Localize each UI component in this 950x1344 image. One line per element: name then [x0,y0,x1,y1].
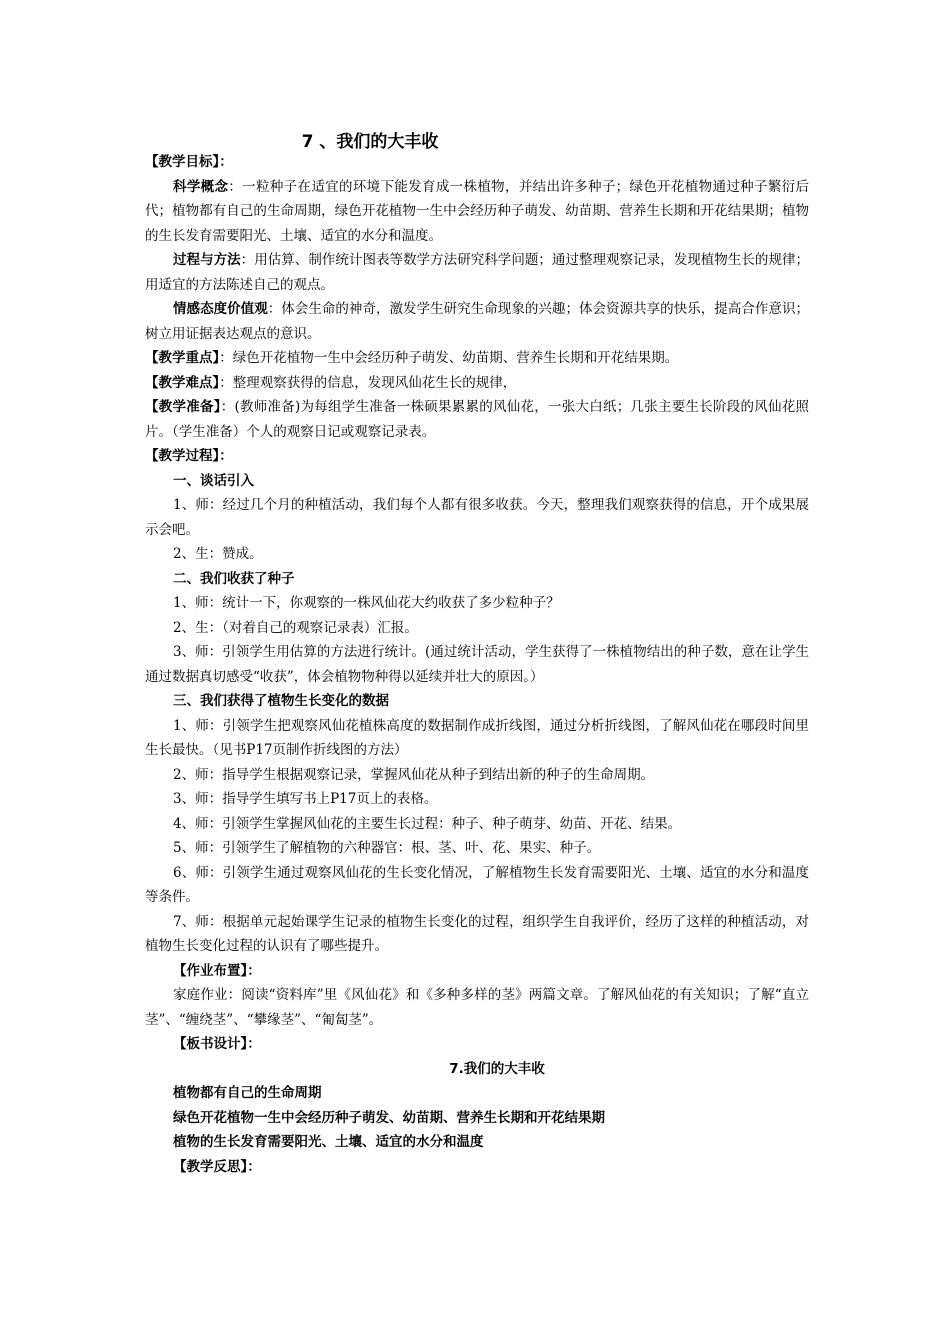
preparation [145,395,809,444]
list-item: 4、师：引领学生掌握风仙花的主要生长过程：种子、种子萌芽、幼苗、开花、结果。 [173,815,682,832]
list-item: 3、师：引领学生用估算的方法进行统计。(通过统计活动，学生获得了一株植物结出的种子数，意在让学生通过数据真切感受“收获”，体会植物物种得以延续并壮大的原因。） [145,644,809,685]
difficulty-text: ：整理观察获得的信息，发现风仙花生长的规律， [219,374,517,391]
board-heading: 【板书设计】： [173,1036,261,1052]
objective-process [145,248,809,297]
board-line: 绿色开花植物一生中会经历种子萌发、幼苗期、营养生长期和开花结果期 [173,1109,605,1126]
attitude-text: ：体会生命的神奇，激发学生研究生命现象的兴趣；体会资源共享的快乐，提高合作意识；树立用证据表达观点的意识。 [145,301,810,342]
concept-text: ：一粒种子在适宜的环境下能发育成一株植物，并结出许多种子；绿色开花植物通过种子繁衍后代；植物都有自己的生命周期，绿色开花植物一生中会经历种子萌发、幼苗期、营养生长期和开花结果期；植物的生长发育需要阳光、土壤、适宜的水分和温度。 [145,178,810,244]
process-label: 过程与方法 [173,252,241,268]
board-line: 植物的生长发育需要阳光、土壤、适宜的水分和温度 [173,1134,484,1150]
list-item: 2、师：指导学生根据观察记录，掌握风仙花从种子到结出新的种子的生命周期。 [173,766,655,783]
prep-text: ：(教师准备)为每组学生准备一株硕果累累的风仙花，一张大白纸；几张主要生长阶段的风仙花照片。（学生准备）个人的观察日记或观察记录表。 [145,399,809,440]
list-item: 2、生：赞成。 [173,546,263,562]
section-1-title: 一、谈话引入 [173,472,254,489]
reflection-heading: 【教学反思】： [173,1158,261,1175]
list-item: 6、师：引领学生通过观察风仙花的生长变化情况，了解植物生长发育需要阳光、土壤、适宜的水分和温度等条件。 [145,864,809,905]
section-2-title: 二、我们收获了种子 [173,570,295,587]
page-title: 7 、我们的大丰收 [301,132,439,152]
objective-attitude [145,297,809,346]
homework-heading: 【作业布置】： [173,962,261,979]
objectives-heading: 【教学目标】： [145,154,233,170]
list-item: 1、师：经过几个月的种植活动，我们每个人都有很多收获。今天，整理我们观察获得的信息，开个成果展示会吧。 [145,497,809,538]
key-text: ：绿色开花植物一生中会经历种子萌发、幼苗期、营养生长期和开花结果期。 [219,350,679,366]
board-line: 植物都有自己的生命周期 [173,1085,322,1101]
list-item: 5、师：引领学生了解植物的六种器官：根、茎、叶、花、果实、种子。 [173,840,601,856]
section-3-title: 三、我们获得了植物生长变化的数据 [173,693,389,709]
document-body [145,150,809,1179]
list-item: 2、生：（对着自己的观察记录表）汇报。 [173,619,418,636]
key-point [145,346,809,371]
process-text: ：用估算、制作统计图表等数学方法研究科学问题；通过整理观察记录，发现植物生长的规律；用适宜的方法陈述自己的观点。 [145,252,810,293]
homework-text: 家庭作业：阅读“资料库”里《风仙花》和《多种多样的茎》两篇文章。了解风仙花的有关知识；了解“直立茎”、“缠绕茎”、“攀缘茎”、“匍匐茎”。 [145,987,809,1028]
list-item: 1、师：引领学生把观察风仙花植株高度的数据制作成折线图，通过分析折线图，了解风仙花在哪段时间里生长最快。（见书P17页制作折线图的方法） [145,717,809,758]
prep-heading: 【教学准备】 [145,399,221,415]
objective-concept [145,175,809,249]
difficulty-heading: 【教学难点】 [145,374,220,391]
attitude-label: 情感态度价值观 [173,301,268,317]
list-item: 1、师：统计一下，你观察的一株风仙花大约收获了多少粒种子？ [173,595,560,611]
process-heading: 【教学过程】： [145,448,233,464]
key-heading: 【教学重点】 [145,350,220,366]
list-item: 3、师：指导学生填写书上P17页上的表格。 [173,791,438,807]
difficulty-point [145,371,809,396]
board-title: 7.我们的大丰收 [449,1060,545,1077]
list-item: 7、师：根据单元起始课学生记录的植物生长变化的过程，组织学生自我评价，经历了这样的种植活动，对植物生长变化过程的认识有了哪些提升。 [145,913,809,954]
concept-label: 科学概念 [173,178,229,195]
